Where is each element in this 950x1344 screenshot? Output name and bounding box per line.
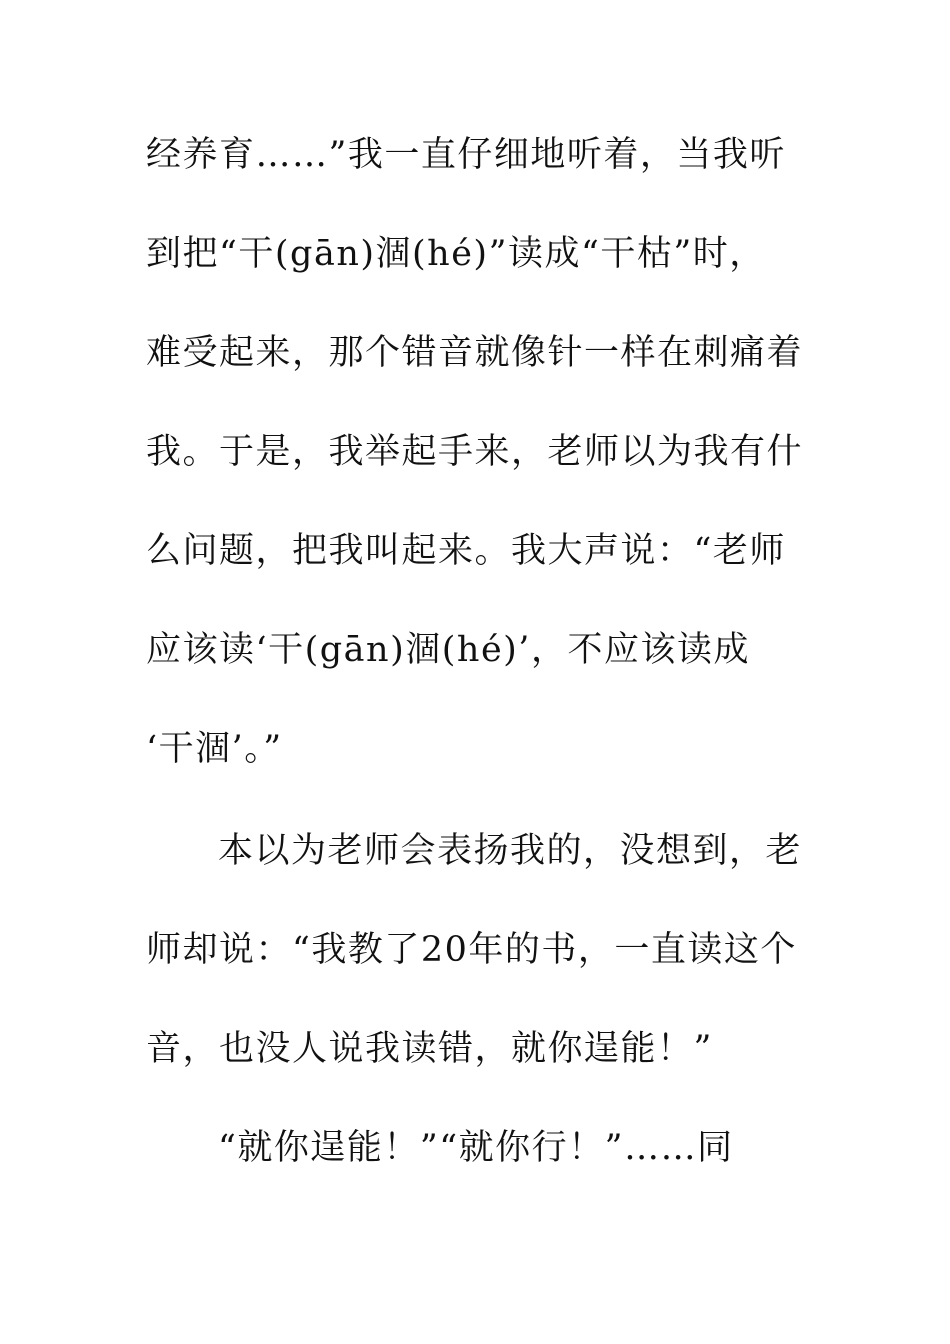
text-line: ‘干涸’。” bbox=[146, 729, 283, 769]
paragraph-first-line: “就你逞能！”“就你行！”……同 bbox=[218, 1128, 734, 1168]
text-line: 应该读‘干(gān)涸(hé)’，不应该读成 bbox=[146, 630, 750, 670]
text-line: 经养育……”我一直仔细地听着，当我听 bbox=[146, 135, 786, 175]
text-line: 么问题，把我叫起来。我大声说：“老师 bbox=[146, 531, 786, 571]
text-line: 音，也没人说我读错，就你逞能！” bbox=[146, 1029, 713, 1069]
text-line: 到把“干(gān)涸(hé)”读成“干枯”时， bbox=[146, 234, 766, 274]
text-line: 难受起来，那个错音就像针一样在刺痛着 bbox=[146, 333, 804, 373]
paragraph-first-line: 本以为老师会表扬我的，没想到，老 bbox=[218, 831, 803, 871]
text-line: 我。于是，我举起手来，老师以为我有什 bbox=[146, 432, 804, 472]
text-line: 师却说：“我教了20年的书，一直读这个 bbox=[146, 930, 797, 970]
